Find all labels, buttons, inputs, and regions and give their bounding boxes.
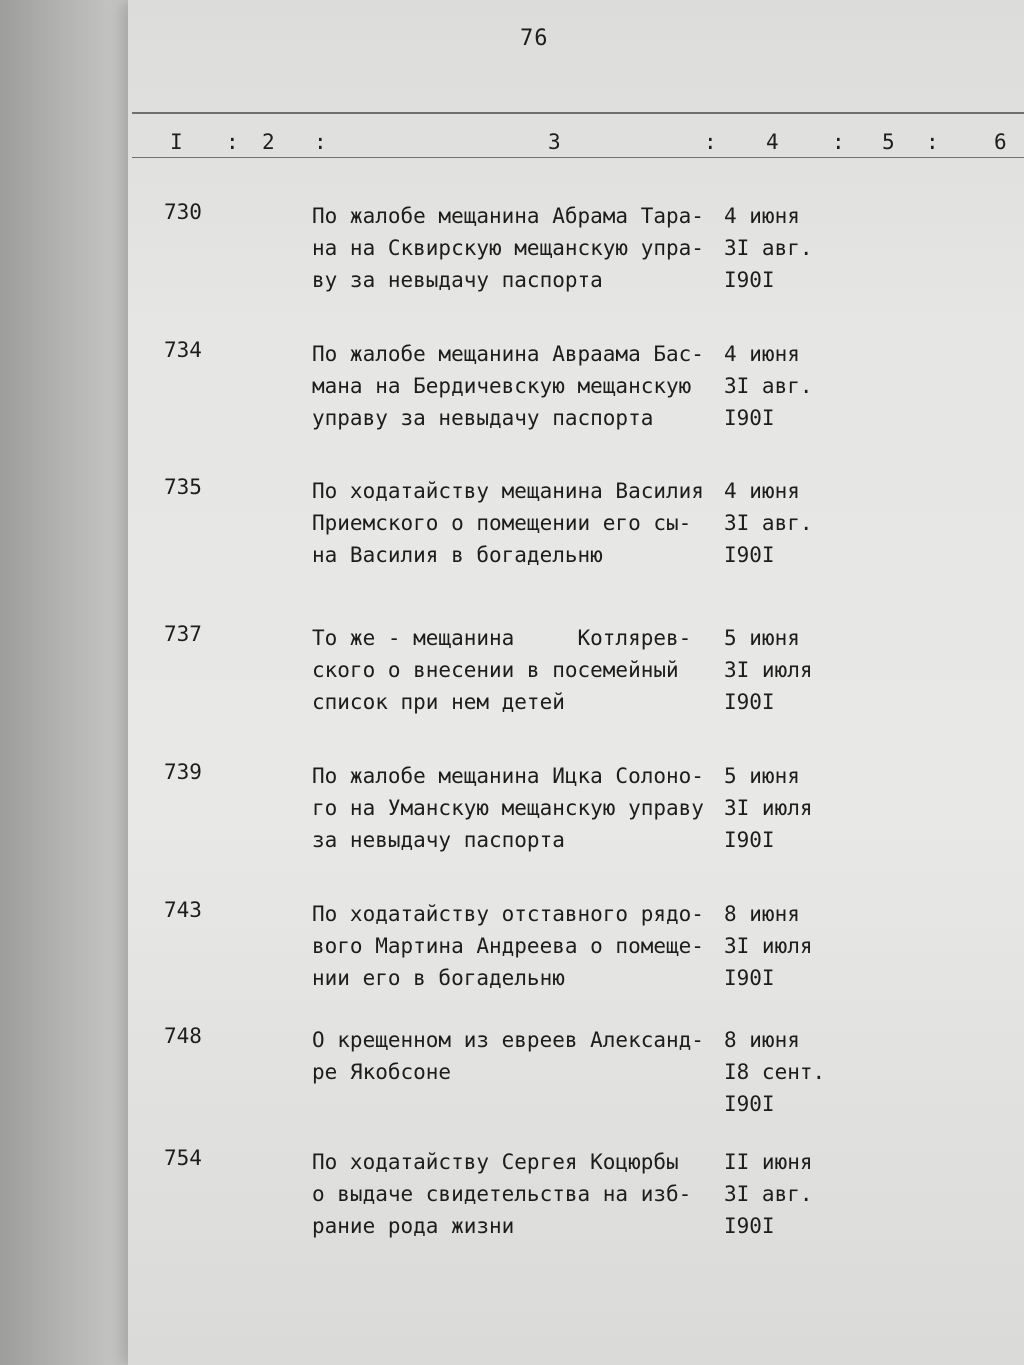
column-separator: : [832,130,845,154]
case-dates: 5 июня 3I июля I90I [724,626,813,714]
case-number: 754 [164,1146,202,1170]
case-number: 743 [164,898,202,922]
case-dates: 5 июня 3I июля I90I [724,764,813,852]
column-header-2: 2 [262,130,275,154]
case-dates: 4 июня 3I авг. I90I [724,204,813,292]
column-separator: : [314,130,327,154]
column-header-3: 3 [548,130,561,154]
column-header-1: I [170,130,183,154]
case-number: 748 [164,1024,202,1048]
case-description: По жалобе мещанина Авраама Бас- мана на Бердичевскую мещанскую управу за невыдачу паспорта [312,342,704,430]
case-number: 734 [164,338,202,362]
case-description: О крещенном из евреев Александ- ре Якобсоне [312,1028,704,1084]
case-description: По ходатайству Сергея Коцюрбы о выдаче свидетельства на изб- рание рода жизни [312,1150,692,1238]
page-number: 76 [520,26,549,51]
case-number: 739 [164,760,202,784]
case-number: 730 [164,200,202,224]
column-header-6: 6 [994,130,1007,154]
case-dates: 8 июня 3I июля I90I [724,902,813,990]
case-dates: 8 июня I8 сент. I90I [724,1028,826,1116]
case-dates: 4 июня 3I авг. I90I [724,479,813,567]
header-rule-bottom [132,157,1024,158]
case-number: 735 [164,475,202,499]
case-description: По жалобе мещанина Ицка Солоно- го на Уманскую мещанскую управу за невыдачу паспорта [312,764,704,852]
facing-page-shadow [0,0,130,1365]
case-dates: 4 июня 3I авг. I90I [724,342,813,430]
case-description: По жалобе мещанина Абрама Тара- на на Сквирскую мещанскую упра- ву за невыдачу паспорта [312,204,704,292]
column-separator: : [926,130,939,154]
column-header-4: 4 [766,130,779,154]
column-separator: : [226,130,239,154]
case-number: 737 [164,622,202,646]
column-header-5: 5 [882,130,895,154]
case-description: По ходатайству мещанина Василия Приемского о помещении его сы- на Василия в богадельню [312,479,704,567]
header-rule-top [132,112,1024,114]
case-description: По ходатайству отставного рядо- вого Мартина Андреева о помеще- нии его в богадельню [312,902,704,990]
case-dates: II июня 3I авг. I90I [724,1150,813,1238]
case-description: То же - мещанина Котлярев- ского о внесении в посемейный список при нем детей [312,626,692,714]
column-separator: : [704,130,717,154]
